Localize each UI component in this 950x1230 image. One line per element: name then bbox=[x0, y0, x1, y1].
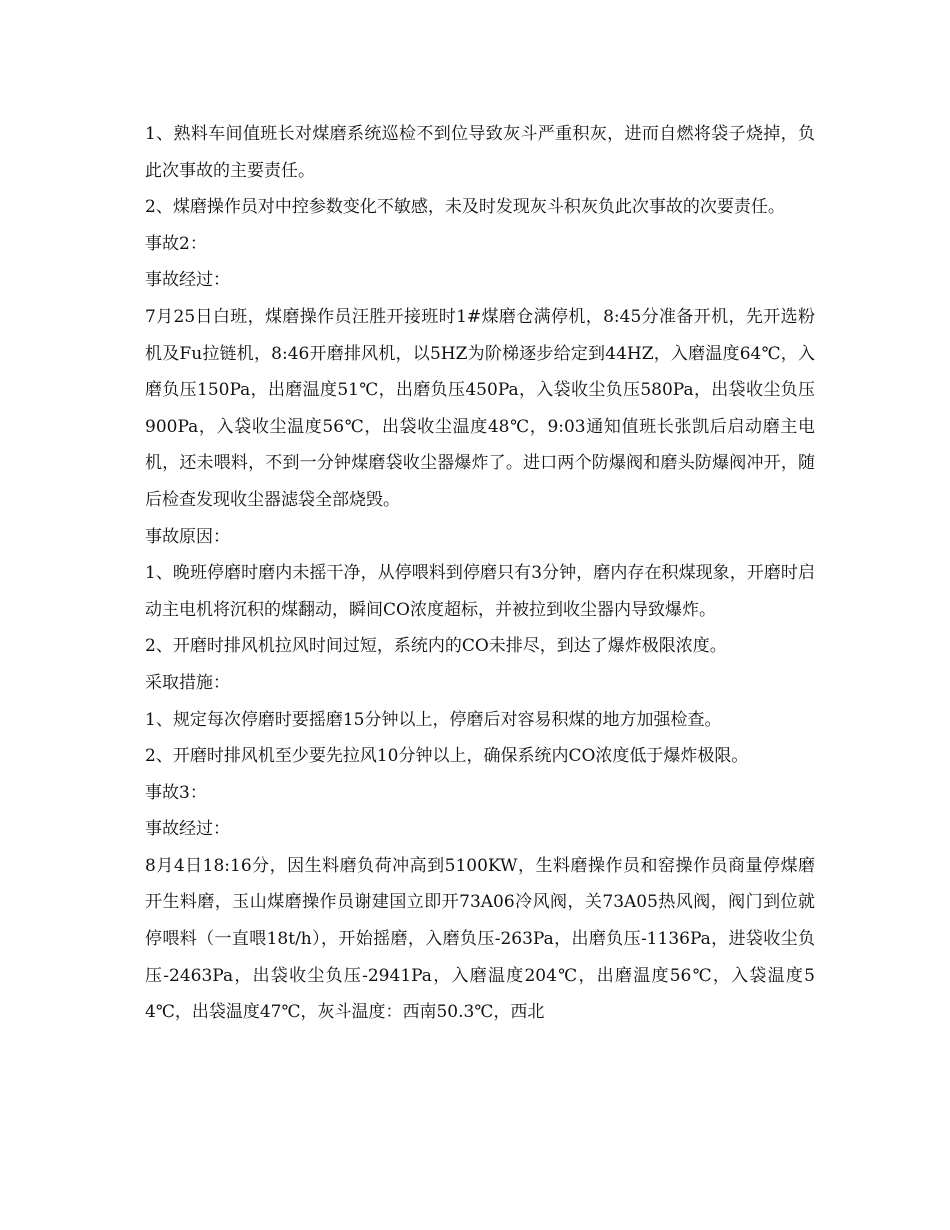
heading-accident-2-process: 事故经过： bbox=[145, 270, 230, 291]
paragraph-accident-2-process: 7月25日白班，煤磨操作员汪胜开接班时1#煤磨仓满停机，8:45分准备开机，先开选粉机及Fu拉链机，8:46开磨排风机，以5HZ为阶梯逐步给定到44HZ，入磨温度64℃，入磨负压150Pa，出磨温度51℃，出磨负压450Pa，入袋收尘负压580Pa，出袋收尘负压900Pa，入袋收尘温度56℃，出袋收尘温度48℃，9:03通知值班长张凯后启动磨主电机，还未喂料，不到一分钟煤磨袋收尘器爆炸了。进口两个防爆阀和磨头防爆阀冲开，随后检查发现收尘器滤袋全部烧毁。 bbox=[145, 306, 815, 510]
paragraph-responsibility-2: 2、煤磨操作员对中控参数变化不敏感，未及时发现灰斗积灰负此次事故的次要责任。 bbox=[145, 197, 785, 218]
paragraph-accident-3-process: 8月4日18:16分，因生料磨负荷冲高到5100KW，生料磨操作员和窑操作员商量停煤磨开生料磨，玉山煤磨操作员谢建国立即开73A06冷风阀，关73A05热风阀，阀门到位就停喂料（一直喂18t/h），开始摇磨，入磨负压-263Pa，出磨负压-1136Pa，进袋收尘负压-2463Pa，出袋收尘负压-2941Pa，入磨温度204℃，出磨温度56℃，入袋温度54℃，出袋温度47℃，灰斗温度：西南50.3℃，西北 bbox=[145, 855, 815, 1023]
heading-measures: 采取措施： bbox=[145, 672, 230, 693]
heading-accident-2: 事故2： bbox=[145, 233, 207, 254]
heading-accident-3: 事故3： bbox=[145, 782, 207, 803]
paragraph-measure-2: 2、开磨时排风机至少要先拉风10分钟以上，确保系统内CO浓度低于爆炸极限。 bbox=[145, 746, 749, 767]
paragraph-cause-1: 1、晚班停磨时磨内未摇干净，从停喂料到停磨只有3分钟，磨内存在积煤现象，开磨时启动主电机将沉积的煤翻动，瞬间CO浓度超标，并被拉到收尘器内导致爆炸。 bbox=[145, 563, 815, 620]
heading-accident-3-process: 事故经过： bbox=[145, 819, 230, 840]
paragraph-cause-2: 2、开磨时排风机拉风时间过短，系统内的CO未排尽，到达了爆炸极限浓度。 bbox=[145, 636, 727, 657]
paragraph-measure-1: 1、规定每次停磨时要摇磨15分钟以上，停磨后对容易积煤的地方加强检查。 bbox=[145, 709, 722, 730]
document-body bbox=[145, 116, 815, 1031]
paragraph-responsibility-1: 1、熟料车间值班长对煤磨系统巡检不到位导致灰斗严重积灰，进而自燃将袋子烧掉，负此次事故的主要责任。 bbox=[145, 124, 815, 181]
heading-accident-2-cause: 事故原因： bbox=[145, 526, 230, 547]
